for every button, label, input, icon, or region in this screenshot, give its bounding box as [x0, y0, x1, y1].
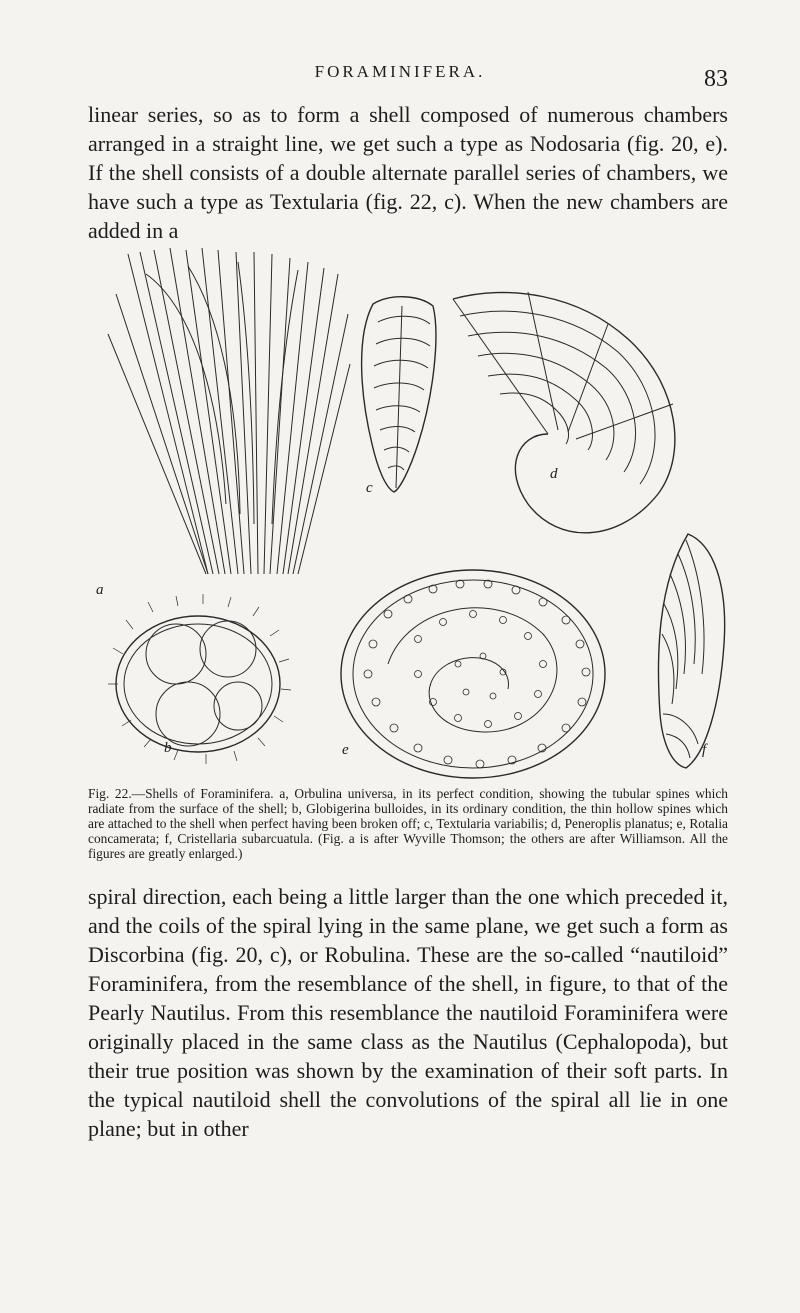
globigerina-illustration	[108, 594, 291, 764]
figure-illustration	[88, 244, 728, 784]
figure-label-e: e	[342, 742, 349, 758]
textularia-illustration	[362, 297, 436, 492]
running-title: FORAMINIFERA.	[314, 62, 486, 81]
body-paragraph-top: linear series, so as to form a shell composed of numerous chambers arranged in a straight line, we get such a type as Nodosaria (fig. 20, e). If the shell consists of a double alternate parallel series of chambers, we have such a type as Textularia (fig. 22, c). When the new chambers are added in a	[88, 102, 728, 243]
cristellaria-illustration	[658, 534, 724, 768]
figure-label-a: a	[96, 582, 104, 598]
figure-caption: Fig. 22.—Shells of Foraminifera. a, Orbulina universa, in its perfect condition, showing the tubular spines which radiate from the surface of the shell; b, Globigerina bulloides, in its ordinary condition, the thin hollow spines which are attached to the shell when perfect having been broken off; c, Textularia variabilis; d, Peneroplis planatus; e, Rotalia concamerata; f, Cristellaria subarcuatula. (Fig. a is after Wyville Thomson; the others are after Williamson. All the figures are greatly enlarged.)	[88, 786, 728, 861]
orbulina-spines-illustration	[108, 248, 350, 574]
figure-22	[88, 244, 728, 784]
figure-label-c: c	[366, 480, 373, 496]
figure-label-d: d	[550, 466, 558, 482]
peneroplis-illustration	[453, 292, 675, 533]
body-paragraph-bottom: spiral direction, each being a little larger than the one which preceded it, and the coils of the spiral lying in the same plane, we get such a form as Discorbina (fig. 20, c), or Robulina. These are the so-called “nautiloid” Foraminifera, from the resemblance of the shell, in figure, to that of the Pearly Nautilus. From this resemblance the nautiloid Foraminifera were originally placed in the same class as the Nautilus (Cephalopoda), but their true position was shown by the examination of their soft parts. In the typical nautiloid shell the convolutions of the spiral all lie in one plane; but in other	[88, 884, 728, 1141]
figure-label-b: b	[164, 740, 172, 756]
figure-label-f: f	[702, 742, 707, 758]
page-number: 83	[704, 66, 728, 92]
rotalia-illustration	[341, 570, 605, 778]
